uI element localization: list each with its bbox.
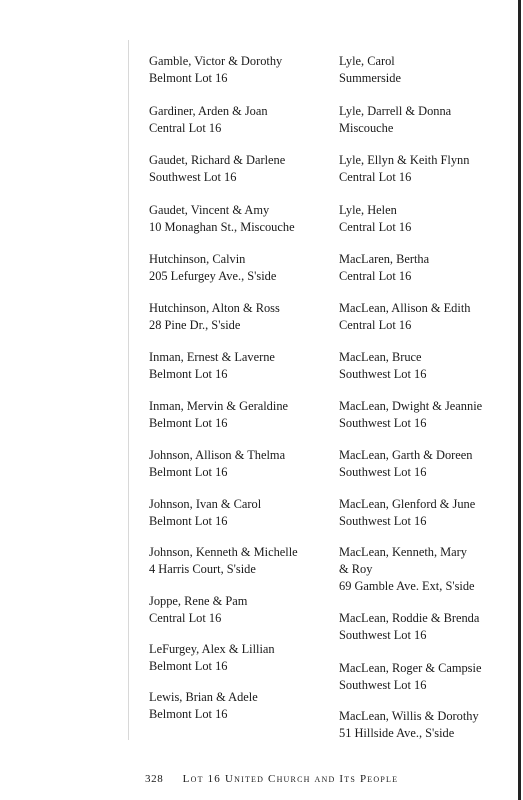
entry-address: Summerside xyxy=(339,71,401,85)
entry-name: Lyle, Darrell & Donna xyxy=(339,104,452,118)
page-edge xyxy=(518,0,521,800)
entry-name: MacLaren, Bertha xyxy=(339,252,430,266)
entry-address: 205 Lefurgey Ave., S'side xyxy=(149,269,277,283)
directory-entry xyxy=(339,349,426,383)
directory-entry xyxy=(339,103,451,137)
entry-name: Hutchinson, Calvin xyxy=(149,252,246,266)
entry-address: Southwest Lot 16 xyxy=(339,367,427,381)
directory-entry xyxy=(149,689,258,723)
entry-address: Southwest Lot 16 xyxy=(339,678,427,692)
entry-name: MacLean, Allison & Edith xyxy=(339,301,471,315)
entry-name: Gaudet, Richard & Darlene xyxy=(149,153,286,167)
entry-address: Central Lot 16 xyxy=(149,121,222,135)
entry-name: MacLean, Bruce xyxy=(339,350,422,364)
directory-entry xyxy=(339,251,429,285)
entry-address: Belmont Lot 16 xyxy=(149,707,228,721)
entry-name: Johnson, Allison & Thelma xyxy=(149,448,286,462)
entry-address: Southwest Lot 16 xyxy=(339,514,427,528)
directory-entry xyxy=(149,349,275,383)
directory-entry xyxy=(149,152,285,186)
entry-address: Southwest Lot 16 xyxy=(149,170,237,184)
entry-name: Johnson, Kenneth & Michelle xyxy=(149,545,298,559)
entry-name: Lyle, Carol xyxy=(339,54,395,68)
entry-name: Lyle, Helen xyxy=(339,203,397,217)
directory-entry xyxy=(149,202,295,236)
directory-entry xyxy=(339,544,475,595)
entry-name: Lewis, Brian & Adele xyxy=(149,690,258,704)
entry-name: LeFurgey, Alex & Lillian xyxy=(149,642,275,656)
entry-name: MacLean, Kenneth, Mary xyxy=(339,545,467,559)
entry-address: Belmont Lot 16 xyxy=(149,71,228,85)
directory-entry xyxy=(149,496,261,530)
entry-address: Southwest Lot 16 xyxy=(339,465,427,479)
entry-name: Inman, Ernest & Laverne xyxy=(149,350,275,364)
directory-entry xyxy=(149,300,280,334)
entry-address: Central Lot 16 xyxy=(149,611,222,625)
directory-entry xyxy=(339,300,470,334)
entry-address: Belmont Lot 16 xyxy=(149,659,228,673)
entry-address: Central Lot 16 xyxy=(339,170,412,184)
directory-entry xyxy=(149,641,275,675)
entry-address: Southwest Lot 16 xyxy=(339,628,427,642)
page-number: 328 xyxy=(145,773,164,785)
entry-address: Belmont Lot 16 xyxy=(149,514,228,528)
entry-address: Southwest Lot 16 xyxy=(339,416,427,430)
entry-name: MacLean, Garth & Doreen xyxy=(339,448,473,462)
margin-rule xyxy=(128,40,129,740)
entry-address: Central Lot 16 xyxy=(339,269,412,283)
entry-address: Belmont Lot 16 xyxy=(149,465,228,479)
entry-name: Johnson, Ivan & Carol xyxy=(149,497,262,511)
entry-name: Gardiner, Arden & Joan xyxy=(149,104,268,118)
directory-entry xyxy=(149,593,247,627)
entry-address: 28 Pine Dr., S'side xyxy=(149,318,241,332)
entry-address: Belmont Lot 16 xyxy=(149,416,228,430)
entry-name-continued: & Roy xyxy=(339,562,373,576)
entry-address: 4 Harris Court, S'side xyxy=(149,562,256,576)
entry-name: Lyle, Ellyn & Keith Flynn xyxy=(339,153,470,167)
entry-name: Gamble, Victor & Dorothy xyxy=(149,54,283,68)
directory-entry xyxy=(149,544,298,578)
directory-entry xyxy=(339,152,469,186)
entry-address: Central Lot 16 xyxy=(339,318,412,332)
entry-name: MacLean, Glenford & June xyxy=(339,497,476,511)
directory-entry xyxy=(149,398,288,432)
directory-entry xyxy=(339,496,475,530)
entry-address: 51 Hillside Ave., S'side xyxy=(339,726,455,740)
entry-address: Belmont Lot 16 xyxy=(149,367,228,381)
directory-entry xyxy=(339,447,472,481)
directory-entry xyxy=(149,53,282,87)
entry-address: Central Lot 16 xyxy=(339,220,412,234)
directory-entry xyxy=(339,398,482,432)
entry-name: MacLean, Roger & Campsie xyxy=(339,661,482,675)
entry-name: Joppe, Rene & Pam xyxy=(149,594,248,608)
entry-name: MacLean, Willis & Dorothy xyxy=(339,709,479,723)
directory-entry xyxy=(339,53,401,87)
entry-address: 10 Monaghan St., Miscouche xyxy=(149,220,295,234)
directory-entry xyxy=(339,708,479,742)
directory-entry xyxy=(339,660,481,694)
entry-address: Miscouche xyxy=(339,121,394,135)
directory-entry xyxy=(149,251,276,285)
entry-name: MacLean, Roddie & Brenda xyxy=(339,611,480,625)
running-title: Lot 16 United Church and Its People xyxy=(182,773,399,785)
directory-entry xyxy=(339,610,479,644)
entry-name: Hutchinson, Alton & Ross xyxy=(149,301,280,315)
directory-entry xyxy=(149,447,285,481)
entry-address: 69 Gamble Ave. Ext, S'side xyxy=(339,579,475,593)
page-footer xyxy=(145,773,398,785)
entry-name: Inman, Mervin & Geraldine xyxy=(149,399,289,413)
directory-entry xyxy=(339,202,411,236)
entry-name: Gaudet, Vincent & Amy xyxy=(149,203,270,217)
directory-entry xyxy=(149,103,268,137)
entry-name: MacLean, Dwight & Jeannie xyxy=(339,399,483,413)
